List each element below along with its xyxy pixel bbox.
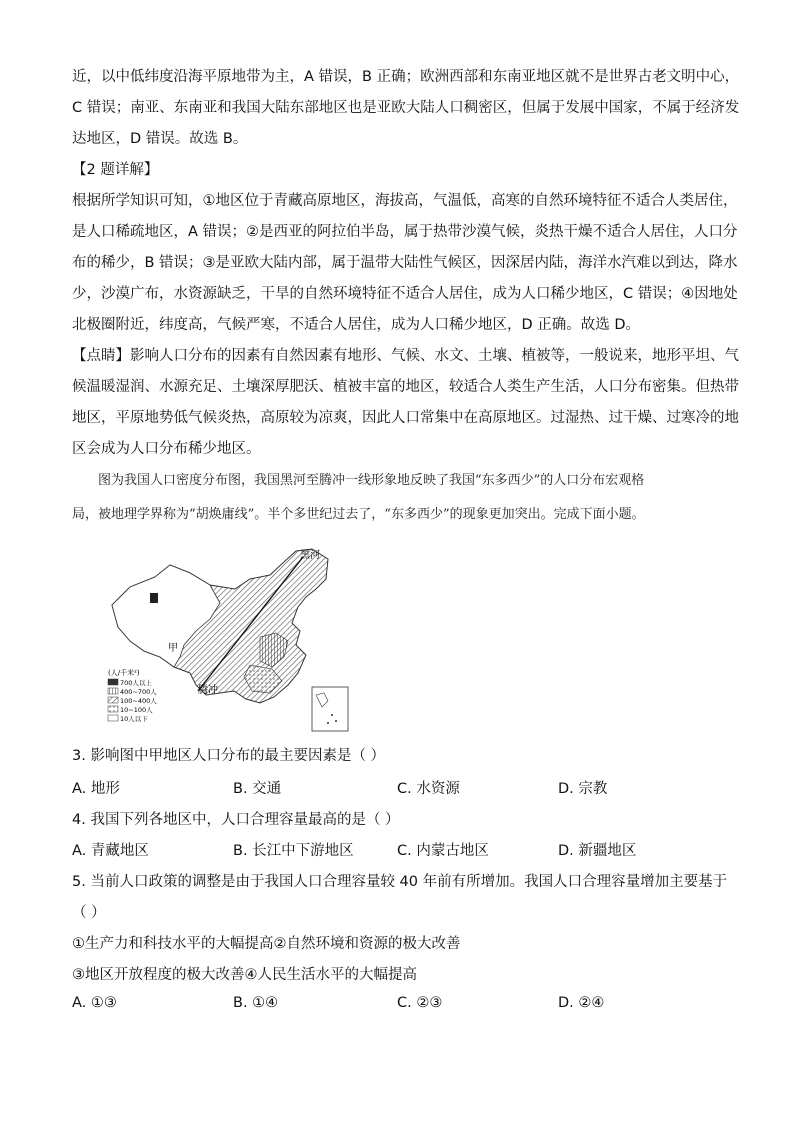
legend-item: 700人以上 [120, 679, 152, 687]
text-line: 局，被地理学界称为“胡焕庸线”。半个多世纪过去了，“东多西少”的现象更加突出。完成下面小题。 [72, 507, 645, 522]
prev-explanation [72, 62, 740, 155]
question-4-stem: 4. 我国下列各地区中，人口合理容量最高的是（ ） [72, 812, 400, 828]
q5-option-d[interactable]: D. ②④ [558, 995, 605, 1011]
text-line: 图为我国人口密度分布图，我国黑河至腾冲一线形象地反映了我国“东多西少”的人口分布宏观格 [98, 473, 645, 488]
q5-statement: ③地区开放程度的极大改善④人民生活水平的大幅提高 [72, 967, 417, 983]
text-line: 根据所学知识可知，①地区位于青藏高原地区，海拔高，气温低，高寒的自然环境特征不适合人类居住， [72, 193, 738, 209]
legend-title: (人/千米²) [108, 669, 140, 677]
legend-item: 400~700人 [120, 688, 157, 696]
q5-statement: ①生产力和科技水平的大幅提高②自然环境和资源的极大改善 [72, 936, 461, 952]
section-heading: 【2 题详解】 [72, 162, 159, 178]
q3-option-a[interactable]: A. 地形 [72, 781, 120, 797]
tip-section [72, 341, 739, 465]
xinjiang-spot [150, 593, 158, 603]
south-china-sea-inset [312, 687, 348, 731]
q3-option-c[interactable]: C. 水资源 [397, 781, 460, 797]
text-line: 布的稀少，B 错误；③是亚欧大陆内部，属于温带大陆性气候区，因深居内陆，海洋水汽难以到达，降水 [72, 255, 738, 271]
question-5-stem: 5. 当前人口政策的调整是由于我国人口合理容量较 40 年前有所增加。我国人口合理容量增加主要基于 [72, 874, 728, 890]
q5-option-a[interactable]: A. ①③ [72, 995, 117, 1011]
text-line: 地区，平原地势低气候炎热，高原较为凉爽，因此人口常集中在高原地区。过湿热、过干燥、过寒冷的地 [72, 410, 739, 426]
text-line: 候温暖湿润、水源充足、土壤深厚肥沃、植被丰富的地区，较适合人类生产生活，人口分布密集。但热带 [72, 379, 739, 395]
heihe-label: 黑河 [300, 550, 320, 561]
legend-item: 10人以下 [120, 715, 148, 723]
text-line: 区会成为人口分布稀少地区。 [72, 441, 261, 457]
legend-item: 100~400人 [120, 697, 157, 705]
text-line: 北极圈附近，纬度高，气候严寒，不适合人居住，成为人口稀少地区，D 正确。故选 D。 [72, 317, 641, 333]
q2-detail [72, 155, 738, 341]
map-legend [108, 668, 157, 723]
q5-option-c[interactable]: C. ②③ [397, 995, 443, 1011]
q4-option-a[interactable]: A. 青藏地区 [72, 843, 149, 859]
text-line: 少，沙漠广布，水资源缺乏，干旱的自然环境特征不适合人居住，成为人口稀少地区，C 错误；④因地处 [72, 286, 738, 302]
intro-paragraph [72, 464, 722, 532]
q4-option-c[interactable]: C. 内蒙古地区 [397, 843, 489, 859]
jia-label: 甲 [168, 643, 178, 654]
question-5-blank: （ ） [72, 905, 106, 921]
population-density-map [100, 545, 358, 735]
q5-option-b[interactable]: B. ①④ [233, 995, 279, 1011]
legend-item: 10~100人 [120, 706, 153, 714]
text-line: 【点睛】影响人口分布的因素有自然因素有地形、气候、水文、土壤、植被等，一般说来，地形平坦、气 [72, 348, 739, 364]
text-line: 达地区，D 错误。故选 B。 [72, 131, 248, 147]
q3-option-d[interactable]: D. 宗教 [558, 781, 608, 797]
text-line: 是人口稀疏地区，A 错误；②是西亚的阿拉伯半岛，属于热带沙漠气候，炎热干燥不适合人居住，人口分 [72, 224, 738, 240]
q4-option-b[interactable]: B. 长江中下游地区 [233, 843, 354, 859]
question-3-stem: 3. 影响图中甲地区人口分布的最主要因素是（ ） [72, 748, 386, 764]
text-line: 近，以中低纬度沿海平原地带为主，A 错误，B 正确；欧洲西部和东南亚地区就不是世界古老文明中心， [72, 69, 740, 85]
tengchong-label: 腾冲 [198, 685, 218, 696]
text-line: C 错误；南亚、东南亚和我国大陆东部地区也是亚欧大陆人口稠密区，但属于发展中国家，不属于经济发 [72, 100, 740, 116]
q4-option-d[interactable]: D. 新疆地区 [558, 843, 637, 859]
q3-option-b[interactable]: B. 交通 [233, 781, 282, 797]
